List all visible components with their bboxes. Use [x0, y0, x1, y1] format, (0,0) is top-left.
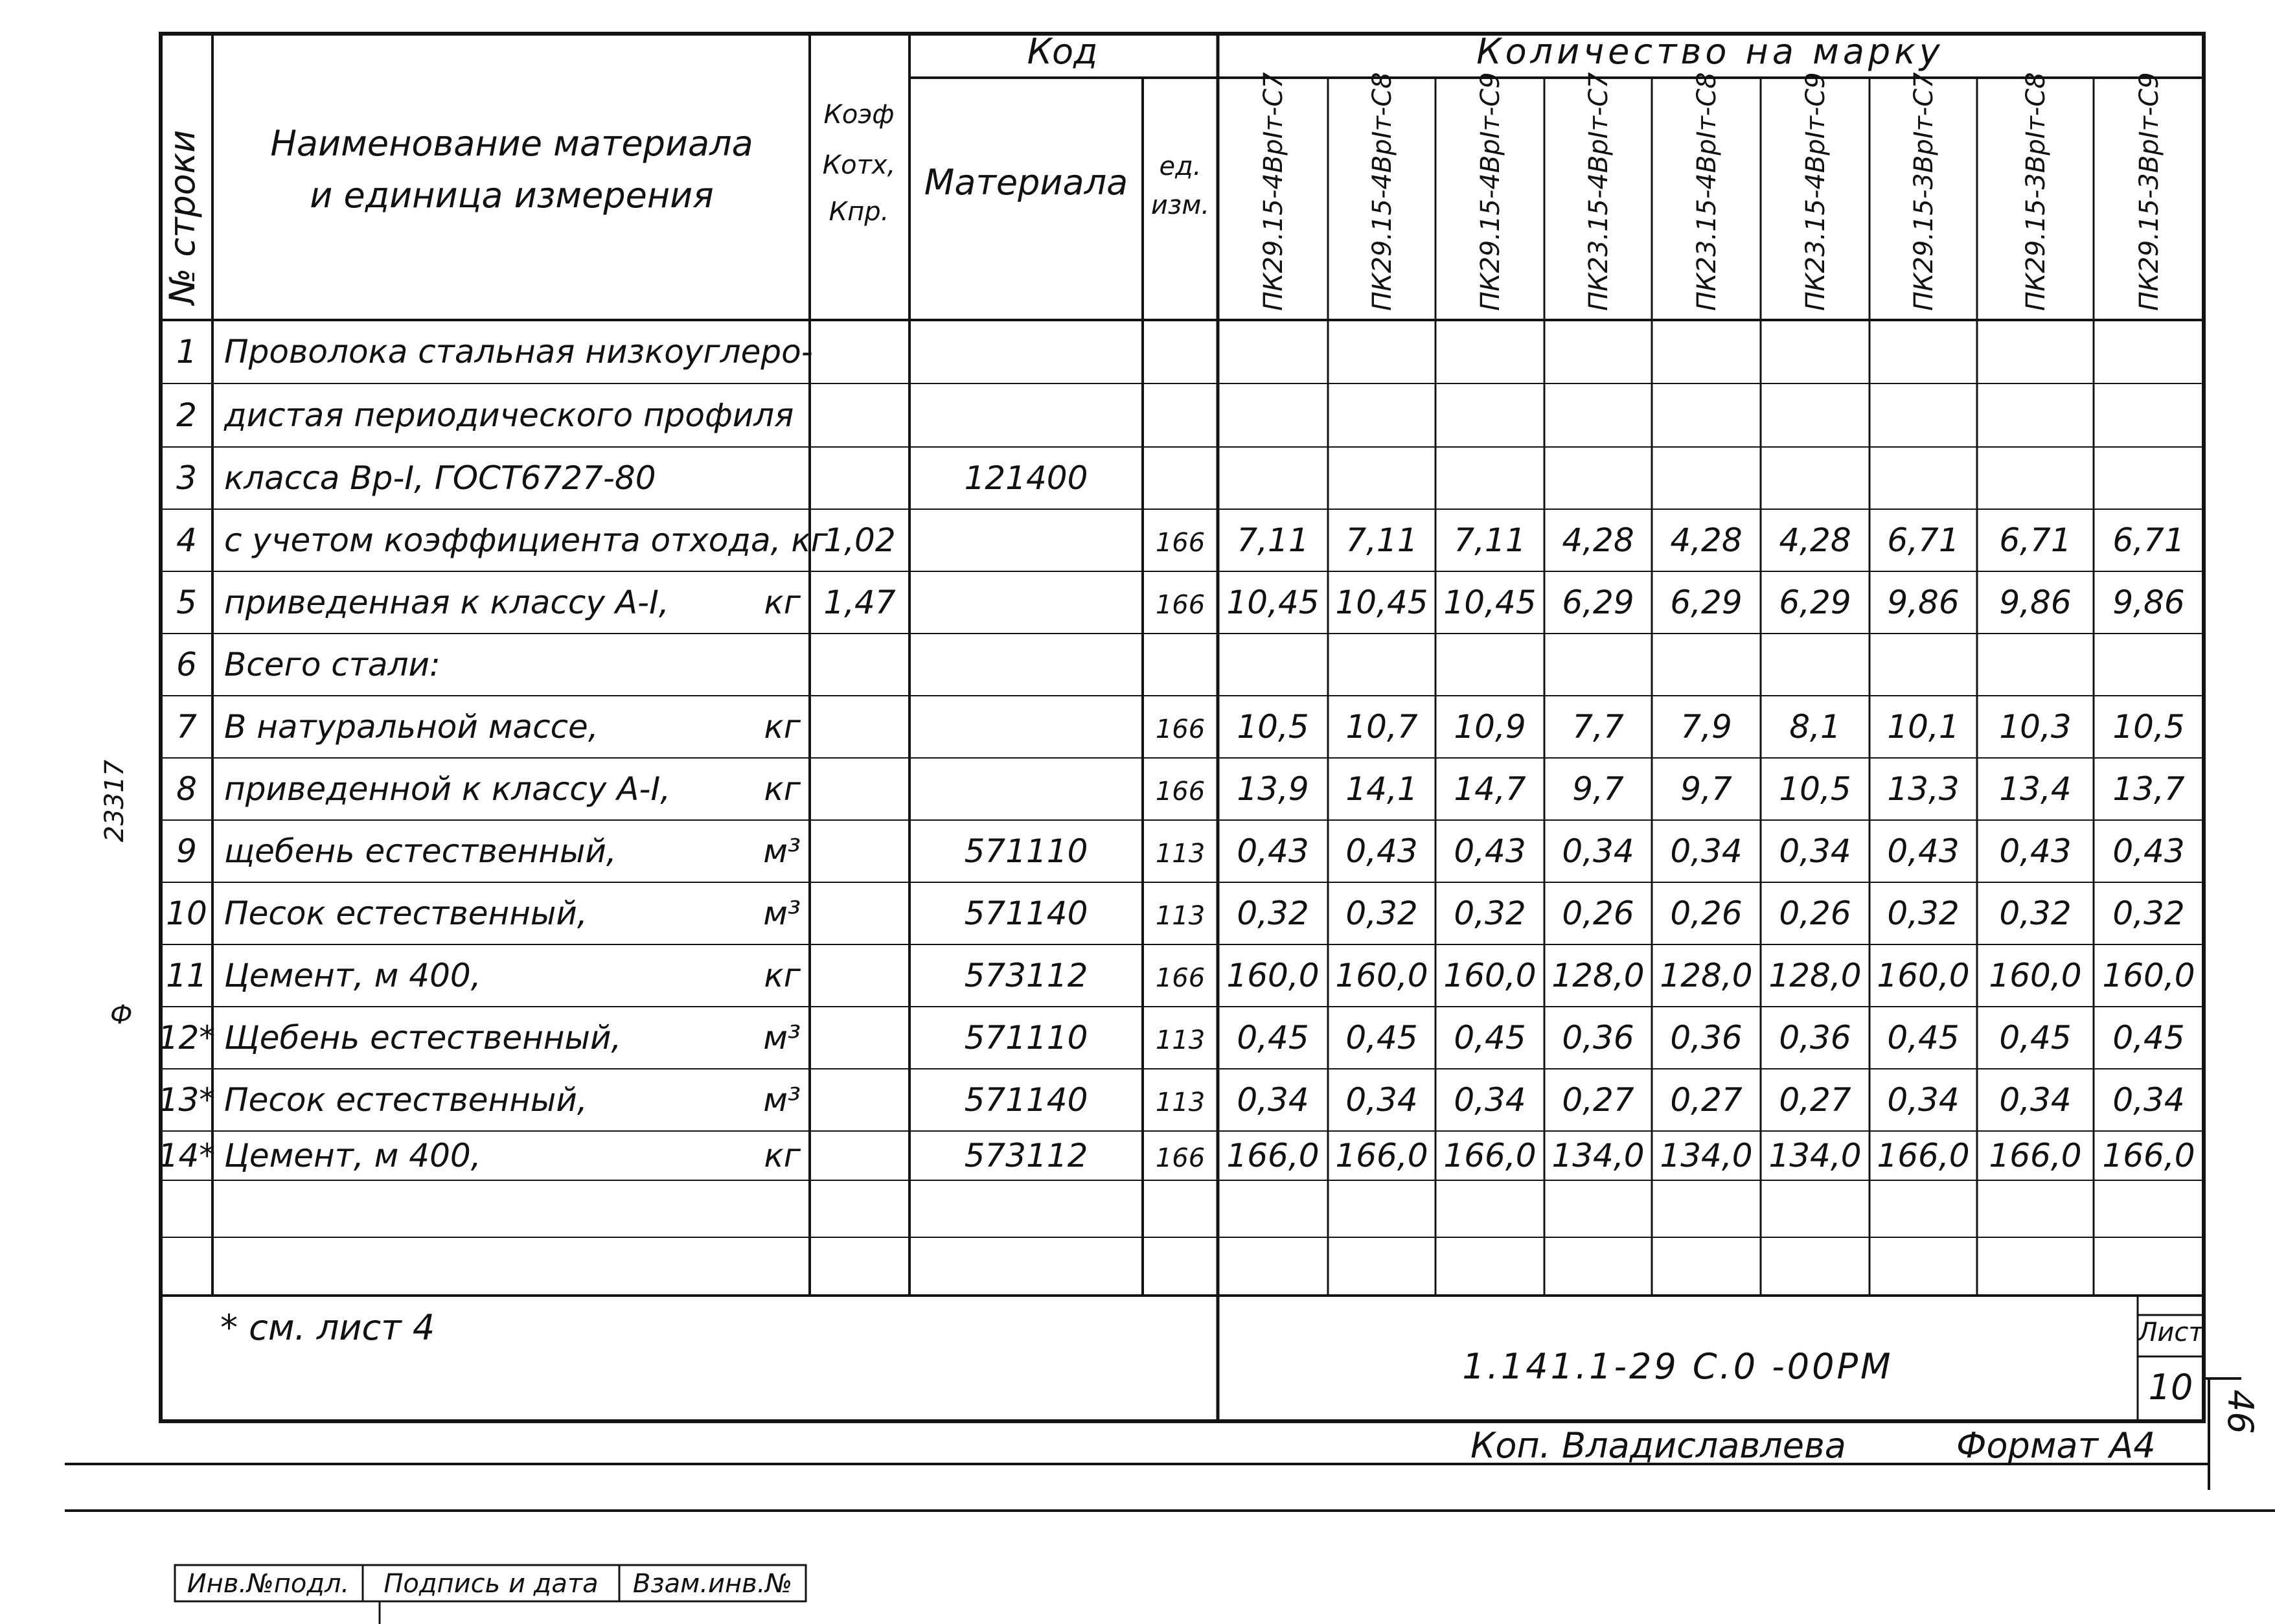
table-body — [158, 333, 2195, 1174]
code-header: Код — [1027, 31, 1098, 72]
stamp-block — [175, 1565, 806, 1624]
quantity-cell: 0,43 — [1454, 832, 1526, 870]
material-unit: кг — [764, 1137, 801, 1174]
material-name: с учетом коэффициента отхода, кг — [224, 521, 828, 559]
quantity-cell: 134,0 — [1768, 1137, 1862, 1174]
material-code: 571140 — [964, 1081, 1088, 1119]
quantity-cell: 166,0 — [1877, 1137, 1970, 1174]
quantity-cell: 0,34 — [1887, 1081, 1960, 1119]
quantity-cell: 6,29 — [1670, 584, 1743, 621]
quantity-cell: 6,71 — [2112, 521, 2185, 559]
quantity-cell: 128,0 — [1551, 957, 1645, 994]
material-unit: м³ — [763, 832, 801, 870]
row-number: 1 — [176, 333, 197, 371]
format-label: Формат А4 — [1956, 1425, 2156, 1466]
quantity-cell: 9,86 — [2112, 584, 2185, 621]
copied-by: Коп. Владиславлева — [1470, 1425, 1846, 1466]
quantity-cell: 166,0 — [1226, 1137, 1320, 1174]
material-name: Песок естественный, — [224, 895, 588, 932]
quantity-cell: 0,45 — [2112, 1019, 2185, 1057]
quantity-cell: 160,0 — [1226, 957, 1320, 994]
quantity-cell: 0,26 — [1779, 895, 1851, 932]
row-number: 11 — [166, 957, 207, 994]
quantity-cell: 0,45 — [1454, 1019, 1526, 1057]
material-name: В натуральной массе, — [224, 708, 599, 746]
quantity-cell: 6,29 — [1562, 584, 1634, 621]
unit-code: 113 — [1155, 839, 1206, 869]
row-number-header: № строки — [162, 130, 203, 304]
footnote: * см. лист 4 — [220, 1307, 435, 1348]
quantity-cell: 134,0 — [1551, 1137, 1645, 1174]
material-unit: м³ — [763, 1081, 801, 1119]
quantity-cell: 0,34 — [1562, 832, 1634, 870]
material-code-header: Материала — [924, 162, 1128, 203]
quantity-cell: 4,28 — [1779, 521, 1851, 559]
mark-header-6: ПК23.15-4ВрIт-С9 — [1801, 72, 1831, 311]
quantity-cell: 14,1 — [1345, 770, 1418, 808]
quantity-cell: 7,11 — [1454, 521, 1526, 559]
material-unit: м³ — [763, 1019, 801, 1057]
material-name: приведенной к классу А-I, — [224, 770, 671, 808]
unit-code: 166 — [1155, 777, 1206, 806]
quantity-cell: 0,34 — [1237, 1081, 1309, 1119]
quantity-cell: 10,45 — [1226, 584, 1320, 621]
material-unit: кг — [764, 708, 801, 746]
quantity-cell: 10,45 — [1335, 584, 1428, 621]
row-number: 9 — [176, 832, 197, 870]
quantity-cell: 0,32 — [1999, 895, 2072, 932]
quantity-cell: 14,7 — [1454, 770, 1526, 808]
quantity-cell: 0,27 — [1670, 1081, 1743, 1119]
quantity-cell: 7,7 — [1572, 708, 1624, 746]
unit-code: 166 — [1155, 963, 1206, 993]
unit-code: 166 — [1155, 528, 1206, 558]
quantity-cell: 9,86 — [1887, 584, 1960, 621]
quantity-cell: 10,5 — [1237, 708, 1309, 746]
mark-headers — [1259, 72, 2164, 311]
quantity-cell: 128,0 — [1660, 957, 1753, 994]
material-code: 571110 — [964, 1019, 1088, 1057]
quantity-cell: 4,28 — [1562, 521, 1634, 559]
quantity-cell: 0,34 — [1999, 1081, 2072, 1119]
coefficient: 1,02 — [823, 521, 896, 559]
material-name: Проволока стальная низкоуглеро- — [224, 333, 813, 371]
material-code: 573112 — [964, 1137, 1088, 1174]
quantity-cell: 8,1 — [1789, 708, 1841, 746]
row-number: 13* — [157, 1081, 216, 1119]
quantity-cell: 0,32 — [1237, 895, 1309, 932]
quantity-cell: 10,7 — [1345, 708, 1418, 746]
quantity-cell: 160,0 — [2102, 957, 2195, 994]
material-name: Песок естественный, — [224, 1081, 588, 1119]
row-number: 14* — [157, 1137, 216, 1174]
quantity-cell: 0,45 — [1237, 1019, 1309, 1057]
quantity-cell: 13,9 — [1237, 770, 1309, 808]
quantity-cell: 7,9 — [1680, 708, 1732, 746]
quantity-cell: 0,26 — [1562, 895, 1634, 932]
row-number: 3 — [176, 459, 197, 497]
quantity-cell: 7,11 — [1345, 521, 1418, 559]
quantity-cell: 0,43 — [1345, 832, 1418, 870]
row-number: 6 — [176, 646, 197, 683]
quantity-cell: 0,36 — [1779, 1019, 1851, 1057]
quantity-cell: 13,3 — [1887, 770, 1960, 808]
quantity-cell: 0,34 — [1670, 832, 1743, 870]
material-name: Цемент, м 400, — [224, 957, 481, 994]
quantity-cell: 0,32 — [2112, 895, 2185, 932]
quantity-cell: 6,71 — [1999, 521, 2072, 559]
quantity-cell: 0,43 — [2112, 832, 2185, 870]
quantity-cell: 13,4 — [1999, 770, 2072, 808]
material-name: Всего стали: — [224, 646, 440, 683]
quantity-header: Количество на марку — [1476, 31, 1944, 72]
row-number: 10 — [166, 895, 207, 932]
stamp-inv-label: Инв.№подл. — [187, 1569, 350, 1599]
quantity-cell: 160,0 — [1443, 957, 1537, 994]
material-name: класса Вр-I, ГОСТ6727-80 — [224, 459, 656, 497]
mark-header-5: ПК23.15-4ВрIт-С8 — [1692, 72, 1722, 311]
mark-header-3: ПК29.15-4ВрIт-С9 — [1476, 72, 1505, 311]
quantity-cell: 0,34 — [2112, 1081, 2185, 1119]
coefficient: 1,47 — [823, 584, 896, 621]
quantity-cell: 6,29 — [1779, 584, 1851, 621]
unit-code: 113 — [1155, 1088, 1206, 1117]
quantity-cell: 0,36 — [1670, 1019, 1743, 1057]
unit-code: 166 — [1155, 715, 1206, 744]
quantity-cell: 0,27 — [1562, 1081, 1634, 1119]
quantity-cell: 160,0 — [1989, 957, 2082, 994]
quantity-cell: 6,71 — [1887, 521, 1960, 559]
quantity-cell: 0,32 — [1887, 895, 1960, 932]
unit-code: 113 — [1155, 901, 1206, 931]
quantity-cell: 0,26 — [1670, 895, 1743, 932]
material-unit: кг — [764, 584, 801, 621]
material-name: щебень естественный, — [224, 832, 617, 870]
material-code: 573112 — [964, 957, 1088, 994]
quantity-cell: 9,7 — [1680, 770, 1732, 808]
material-code: 121400 — [964, 459, 1088, 497]
quantity-cell: 0,34 — [1779, 832, 1851, 870]
quantity-cell: 10,3 — [1999, 708, 2072, 746]
row-number: 7 — [176, 708, 197, 746]
quantity-cell: 0,36 — [1562, 1019, 1634, 1057]
material-code: 571110 — [964, 832, 1088, 870]
quantity-cell: 166,0 — [1443, 1137, 1537, 1174]
material-unit: кг — [764, 957, 801, 994]
stamp-replace-label: Взам.инв.№ — [632, 1569, 793, 1599]
quantity-cell: 9,86 — [1999, 584, 2072, 621]
quantity-cell: 4,28 — [1670, 521, 1743, 559]
mark-header-7: ПК29.15-3ВрIт-С7 — [1909, 72, 1939, 311]
stamp-sign-label: Подпись и дата — [383, 1569, 599, 1599]
quantity-cell: 0,43 — [1237, 832, 1309, 870]
mark-header-8: ПК29.15-3ВрIт-С8 — [2021, 72, 2051, 311]
material-name: Щебень естественный, — [224, 1019, 622, 1057]
quantity-cell: 10,45 — [1443, 584, 1537, 621]
coef-header-line2: Котх, — [822, 150, 896, 180]
quantity-cell: 134,0 — [1660, 1137, 1753, 1174]
coef-header-line3: Кпр. — [829, 197, 889, 227]
unit-header-line1: ед. — [1159, 152, 1202, 181]
quantity-cell: 0,32 — [1345, 895, 1418, 932]
material-unit: кг — [764, 770, 801, 808]
quantity-cell: 0,43 — [1999, 832, 2072, 870]
material-name: приведенная к классу А-I, — [224, 584, 669, 621]
material-unit: м³ — [763, 895, 801, 932]
sheet-number: 10 — [2148, 1367, 2193, 1408]
quantity-cell: 0,43 — [1887, 832, 1960, 870]
quantity-cell: 128,0 — [1768, 957, 1862, 994]
name-header-line1: Наименование материала — [270, 123, 753, 164]
unit-code: 166 — [1155, 590, 1206, 620]
name-header-line2: и единица измерения — [310, 175, 714, 216]
quantity-cell: 9,7 — [1572, 770, 1624, 808]
quantity-cell: 0,34 — [1454, 1081, 1526, 1119]
row-number: 5 — [176, 584, 197, 621]
mark-header-2: ПК29.15-4ВрIт-С8 — [1367, 72, 1397, 311]
row-number: 2 — [176, 396, 197, 434]
quantity-cell: 0,27 — [1779, 1081, 1851, 1119]
row-number: 4 — [176, 521, 197, 559]
mark-header-1: ПК29.15-4ВрIт-С7 — [1259, 72, 1288, 311]
quantity-cell: 10,1 — [1887, 708, 1960, 746]
quantity-cell: 10,9 — [1454, 708, 1526, 746]
quantity-cell: 166,0 — [1335, 1137, 1428, 1174]
quantity-cell: 0,45 — [1887, 1019, 1960, 1057]
row-number: 12* — [157, 1019, 216, 1057]
row-number: 8 — [176, 770, 197, 808]
mark-header-4: ПК23.15-4ВрIт-С7 — [1584, 72, 1614, 311]
page-number: 46 — [2220, 1390, 2261, 1434]
quantity-cell: 7,11 — [1237, 521, 1309, 559]
coef-header-line1: Коэф — [823, 100, 895, 130]
quantity-cell: 10,5 — [2112, 708, 2185, 746]
material-code: 571140 — [964, 895, 1088, 932]
quantity-cell: 0,32 — [1454, 895, 1526, 932]
quantity-cell: 10,5 — [1779, 770, 1851, 808]
quantity-cell: 0,45 — [1999, 1019, 2072, 1057]
margin-number: 23317 — [100, 759, 130, 842]
quantity-cell: 166,0 — [1989, 1137, 2082, 1174]
quantity-cell: 13,7 — [2112, 770, 2185, 808]
margin-mark: Ф — [110, 1000, 133, 1030]
quantity-cell: 166,0 — [2102, 1137, 2195, 1174]
sheet-label: Лист — [2138, 1318, 2204, 1347]
quantity-cell: 160,0 — [1335, 957, 1428, 994]
quantity-cell: 160,0 — [1877, 957, 1970, 994]
unit-code: 113 — [1155, 1025, 1206, 1055]
quantity-cell: 0,34 — [1345, 1081, 1418, 1119]
document-code: 1.141.1-29 С.0 -00РМ — [1462, 1346, 1893, 1387]
unit-code: 166 — [1155, 1143, 1206, 1173]
quantity-cell: 0,45 — [1345, 1019, 1418, 1057]
material-name: Цемент, м 400, — [224, 1137, 481, 1174]
unit-header-line2: изм. — [1150, 190, 1210, 220]
material-name: дистая периодического профиля — [224, 396, 794, 434]
mark-header-9: ПК29.15-3ВрIт-С9 — [2134, 72, 2164, 311]
